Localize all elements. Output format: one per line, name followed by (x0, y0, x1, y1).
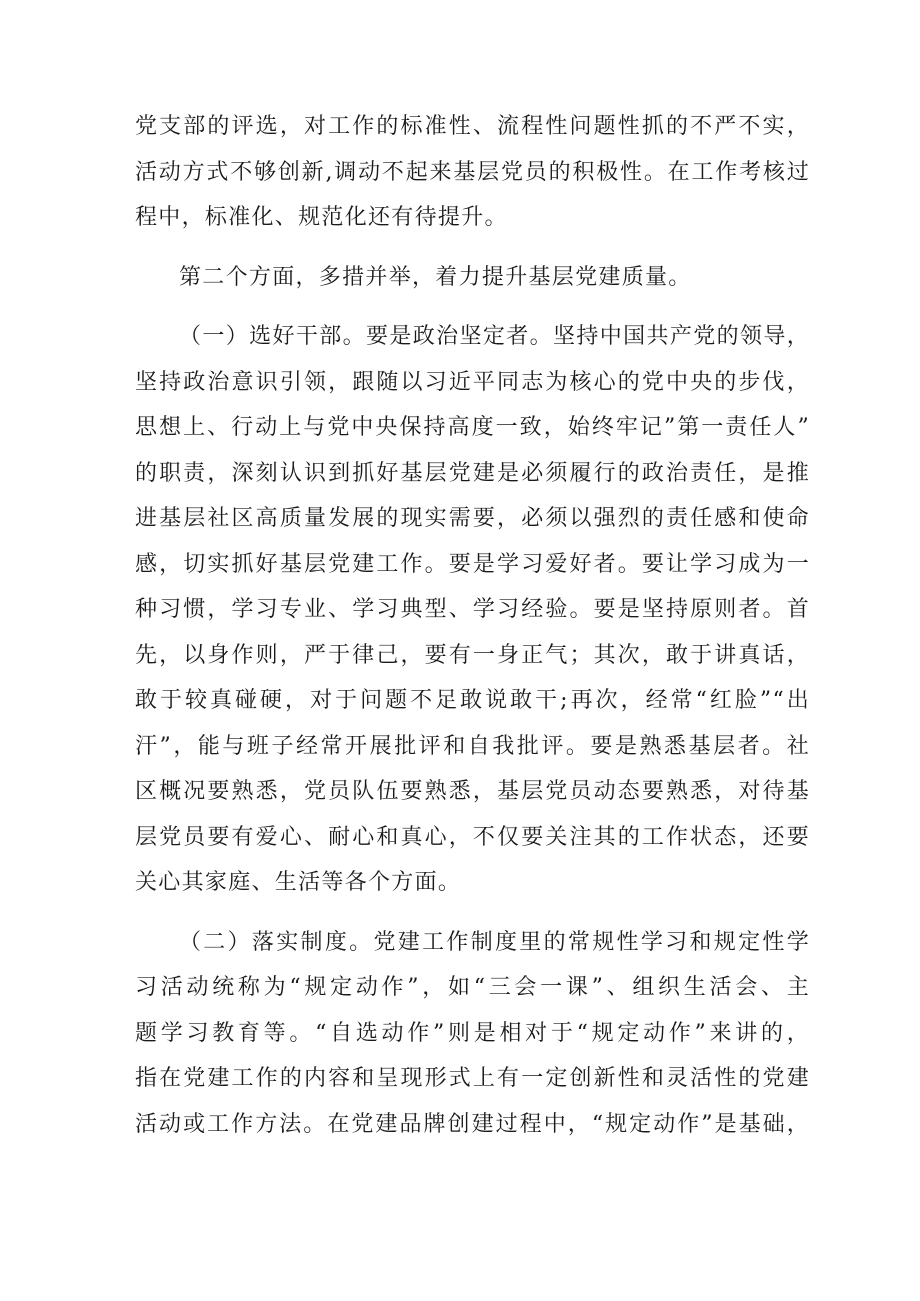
text-line: 的职责，深刻认识到抓好基层党建是必须履行的政治责任，是推 (135, 460, 810, 486)
text-line: 关心其家庭、生活等各个方面。 (135, 870, 462, 895)
text-line: 习活动统称为“规定动作”，如“三会一课”、组织生活会、主 (135, 975, 810, 1000)
document-body (135, 104, 810, 1161)
text-line: 敢于较真碰硬，对于问题不足敢说敢干;再次，经常“红脸”“出 (135, 688, 810, 713)
text-line: 种习惯，学习专业、学习典型、学习经验。要是坚持原则者。首 (135, 597, 810, 622)
text-line: 题学习教育等。“自选动作”则是相对于“规定动作”来讲的， (135, 1020, 810, 1046)
paragraph (135, 314, 810, 906)
text-line: 活动或工作方法。在党建品牌创建过程中，“规定动作”是基础， (135, 1111, 810, 1137)
text-line: 感，切实抓好基层党建工作。要是学习爱好者。要让学习成为一 (135, 551, 810, 577)
text-line: 区概况要熟悉，党员队伍要熟悉，基层党员动态要熟悉，对待基 (135, 779, 810, 804)
text-line: 程中，标准化、规范化还有待提升。 (135, 205, 508, 230)
text-line: 活动方式不够创新,调动不起来基层党员的积极性。在工作考核过 (135, 159, 810, 185)
text-line: （二）落实制度。党建工作制度里的常规性学习和规定性学 (179, 929, 810, 955)
paragraph (135, 104, 810, 241)
text-line: 坚持政治意识引领，跟随以习近平同志为核心的党中央的步伐， (135, 369, 810, 395)
text-line: 先，以身作则，严于律己，要有一身正气；其次，敢于讲真话， (135, 642, 810, 668)
paragraph (135, 920, 810, 1148)
text-line: 指在党建工作的内容和呈现形式上有一定创新性和灵活性的党建 (135, 1066, 810, 1091)
text-line: 进基层社区高质量发展的现实需要，必须以强烈的责任感和使命 (135, 506, 810, 531)
text-line: 党支部的评选，对工作的标准性、流程性问题性抓的不严不实， (135, 114, 810, 139)
text-line: 层党员要有爱心、耐心和真心，不仅要关注其的工作状态，还要 (135, 824, 810, 850)
paragraph (135, 255, 810, 301)
text-line: 第二个方面，多措并举，着力提升基层党建质量。 (179, 264, 692, 290)
text-line: 思想上、行动上与党中央保持高度一致，始终牢记”第一责任人” (135, 415, 810, 440)
text-line: （一）选好干部。要是政治坚定者。坚持中国共产党的领导， (179, 324, 810, 349)
text-line: 汗”，能与班子经常开展批评和自我批评。要是熟悉基层者。社 (135, 733, 810, 759)
